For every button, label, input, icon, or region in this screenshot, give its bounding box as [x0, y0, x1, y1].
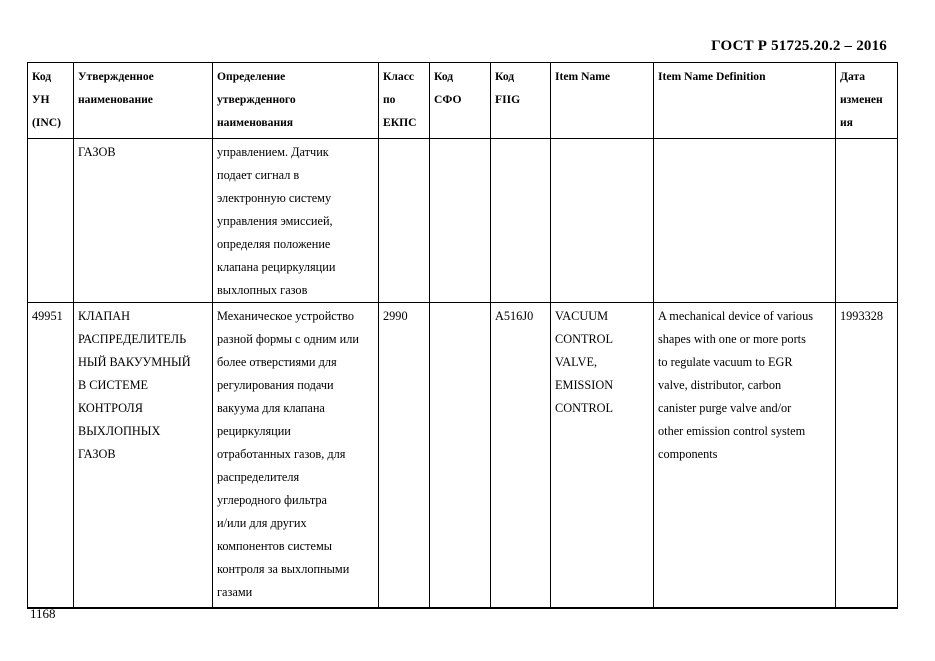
cell-date	[836, 303, 898, 608]
cell-line: A516J0	[495, 309, 534, 323]
cell-line: газами	[217, 585, 253, 599]
cell-line: управления эмиссией,	[217, 214, 333, 228]
cell-line: shapes with one or more ports	[658, 332, 806, 346]
header-fiig	[491, 63, 551, 139]
header-line: утвержденного	[217, 93, 296, 106]
header-line: Код	[434, 70, 454, 83]
cell-approved-name	[74, 139, 213, 303]
header-definition	[213, 63, 379, 139]
cell-line: CONTROL	[555, 401, 614, 415]
header-line: СФО	[434, 93, 462, 106]
cell-line: EMISSION	[555, 378, 614, 392]
cell-line: распределителя	[217, 470, 300, 484]
table-row	[28, 139, 898, 303]
header-line: УН	[32, 93, 50, 106]
cell-line: управлением. Датчик	[217, 145, 329, 159]
cell-inc	[28, 303, 74, 608]
cell-definition	[213, 139, 379, 303]
cell-line: электронную систему	[217, 191, 332, 205]
cell-definition	[213, 303, 379, 608]
header-date	[836, 63, 898, 139]
cell-line: to regulate vacuum to EGR	[658, 355, 793, 369]
cell-line: вакуума для клапана	[217, 401, 325, 415]
cell-line: клапана рециркуляции	[217, 260, 336, 274]
cell-line: контроля за выхлопными	[217, 562, 350, 576]
cell-line: определяя положение	[217, 237, 331, 251]
header-line: Утвержденное	[78, 70, 154, 83]
table-row	[28, 303, 898, 608]
header-approved-name	[74, 63, 213, 139]
cell-fiig	[491, 303, 551, 608]
table-header-row	[28, 63, 898, 139]
cell-line: рециркуляции	[217, 424, 291, 438]
cell-line: углеродного фильтра	[217, 493, 328, 507]
cell-line: и/или для других	[217, 516, 307, 530]
cell-line: отработанных газов, для	[217, 447, 346, 461]
cell-line: Механическое устройство	[217, 309, 354, 323]
header-line: (INC)	[32, 116, 61, 129]
header-line: по	[383, 93, 396, 106]
cell-item-name	[551, 139, 654, 303]
cell-line: КЛАПАН	[78, 309, 131, 323]
cell-sfo	[430, 303, 491, 608]
page-number: 1168	[30, 606, 56, 621]
header-line: ЕКПС	[383, 116, 417, 129]
header-line: наименования	[217, 116, 294, 129]
cell-line: components	[658, 447, 718, 461]
cell-fiig	[491, 139, 551, 303]
cell-line: В СИСТЕМЕ	[78, 378, 149, 392]
cell-line: ВЫХЛОПНЫХ	[78, 424, 161, 438]
header-line: Код	[32, 70, 52, 83]
inc-table	[27, 62, 898, 609]
cell-line: A mechanical device of various	[658, 309, 814, 323]
header-line: Класс	[383, 70, 414, 83]
cell-item-definition	[654, 139, 836, 303]
cell-sfo	[430, 139, 491, 303]
header-line: Item Name	[555, 70, 611, 83]
cell-line: РАСПРЕДЕЛИТЕЛЬ	[78, 332, 187, 346]
cell-line: КОНТРОЛЯ	[78, 401, 143, 415]
header-sfo	[430, 63, 491, 139]
header-item-name	[551, 63, 654, 139]
cell-line: valve, distributor, carbon	[658, 378, 782, 392]
header-line: ия	[840, 116, 853, 129]
cell-class	[379, 303, 430, 608]
header-line: Дата	[840, 70, 866, 83]
cell-line: выхлопных газов	[217, 283, 308, 297]
cell-line: 2990	[383, 309, 408, 323]
header-line: изменен	[840, 93, 883, 106]
cell-line: компонентов системы	[217, 539, 333, 553]
cell-line: подает сигнал в	[217, 168, 300, 182]
cell-line: other emission control system	[658, 424, 806, 438]
header-line: FIIG	[495, 93, 521, 106]
cell-line: ГАЗОВ	[78, 145, 116, 159]
cell-line: VALVE,	[555, 355, 598, 369]
cell-line: разной формы с одним или	[217, 332, 359, 346]
cell-item-name	[551, 303, 654, 608]
cell-line: CONTROL	[555, 332, 614, 346]
cell-line: 49951	[32, 309, 63, 323]
header-line: Определение	[217, 70, 286, 83]
cell-date	[836, 139, 898, 303]
cell-item-definition	[654, 303, 836, 608]
header-inc	[28, 63, 74, 139]
cell-inc	[28, 139, 74, 303]
cell-class	[379, 139, 430, 303]
cell-line: более отверстиями для	[217, 355, 337, 369]
header-class	[379, 63, 430, 139]
cell-line: НЫЙ ВАКУУМНЫЙ	[78, 355, 191, 369]
cell-line: 1993328	[840, 309, 884, 323]
header-line: Код	[495, 70, 515, 83]
cell-line: canister purge valve and/or	[658, 401, 792, 415]
header-line: Item Name Definition	[658, 70, 766, 83]
cell-line: VACUUM	[555, 309, 609, 323]
cell-approved-name	[74, 303, 213, 608]
header-line: наименование	[78, 93, 153, 106]
document-title: ГОСТ Р 51725.20.2 – 2016	[711, 38, 887, 54]
header-item-definition	[654, 63, 836, 139]
cell-line: регулирования подачи	[217, 378, 334, 392]
cell-line: ГАЗОВ	[78, 447, 116, 461]
